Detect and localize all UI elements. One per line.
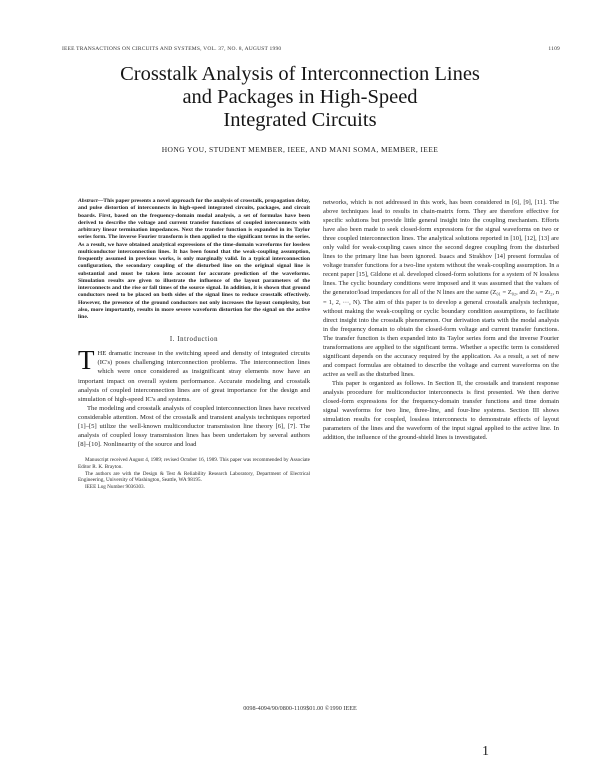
abstract-text: —This paper presents a novel approach for the analysis of crosstalk, propagation delay, and pulse distortion of interconnects in high-speed integrated circuits, packages, and circuit boards. First, based on the frequency-domain modal analysis, a set of formulas have been derived to describe the voltage and current transfer functions of coupled interconnects with arbitrary linear termination impedances. Next the transfer function is expanded in its Taylor series form. The inverse Fourier transform is then applied to the significant terms in the series. As a result, we have obtained analytical expressions of the time-domain waveforms for lossless multiconductor interconnection lines. It has been found that the weak-coupling assumption, frequently assumed in previous works, is only marginally valid. In a typical interconnection configuration, the secondary coupling of the disturbed line on the original signal line is substantial and must be taken into account for accurate prediction of the waveforms. Simulation results are given to illustrate the influence of the layout parameters of the interconnects and the rise or fall times of the source signal. In addition, it is shown that ground conductors need to be placed on both sides of the signal lines to reduce crosstalk effectively. However, the presence of the ground conductors not only increases the layout complexity, but also, more importantly, results in more severe waveform distortion for the signal on the active line. bbox=[78, 198, 310, 320]
title-line: and Packages in High-Speed bbox=[182, 86, 418, 108]
left-column bbox=[78, 198, 310, 490]
abstract-label: Abstract bbox=[78, 198, 98, 204]
paper-title bbox=[0, 63, 600, 132]
copyright-footer: 0098-4094/90/0800-1109$01.00 ©1990 IEEE bbox=[243, 705, 357, 712]
journal-citation: IEEE TRANSACTIONS ON CIRCUITS AND SYSTEMS, VOL. 37, NO. 8, AUGUST 1990 bbox=[62, 46, 282, 52]
title-line: Crosstalk Analysis of Interconnection Lines bbox=[120, 63, 480, 85]
title-line: Integrated Circuits bbox=[223, 109, 377, 131]
introduction-body bbox=[78, 345, 310, 449]
intro-paragraph: The modeling and crosstalk analysis of coupled interconnection lines have received considerable attention. Most of the crosstalk and transient analysis techniques reported [1]–[5] utilize the well-known multiconductor transmission line theory [6], [7]. The analysis of coupled lossy transmission lines has been undertaken by several authors [8]–[10]. Nonlinearity of the source and load bbox=[78, 404, 310, 449]
body-paragraph: networks, which is not addressed in this work, has been considered in [6], [9], [11]. The above techniques lead to results in chain-matrix form. They are therefore effective for specific solutions but provide little general insight into the coupling mechanism. Efforts have also been made to seek closed-form expressions for the signal waveforms on two or three coupled interconnection lines. The analytical solutions reported in [10], [12], [13] are only valid for weak-coupling cases since the second degree coupling from the disturbed lines to the primary line has been ignored. Isaacs and Strakhov [14] present formulas of voltage transfer functions for a two-line system without the weak-coupling assumption. In a recent paper [15], Gildone et al. developed closed-form solutions for a system of N lossless lines. The cyclic boundary conditions were imposed and it was assumed that the values of the generator/load impedances for all of the N lines are the same (Z₀₁ = Z₀₂, and Zₗ₁ = Zₗ₂, n = 1, 2, ···, N). The aim of this paper is to develop a general crosstalk analysis technique, without making the weak-coupling or cyclic boundary condition assumptions, to facilitate direct insight into the crosstalk phenomenon. Our derivation starts with the modal analysis in the frequency domain to obtain the closed-form voltage and current transfer functions. The transfer function is then expanded into its Taylor series form and the inverse Fourier transformations are applied to the significant terms. Whether a specific term is considered significant depends on the accuracy required by the application. As a result, a set of new and compact formulas are obtained to describe the voltage and current waveforms on the active as well as the disturbed lines. bbox=[323, 199, 559, 378]
page-number: 1109 bbox=[548, 46, 560, 52]
intro-paragraph bbox=[78, 345, 310, 404]
author-line: HONG YOU, STUDENT MEMBER, IEEE, AND MANI SOMA, MEMBER, IEEE bbox=[161, 145, 439, 154]
section-heading-introduction: I. Introduction bbox=[169, 336, 219, 344]
corner-mark: 1 bbox=[482, 744, 489, 759]
body-paragraph: This paper is organized as follows. In Section II, the crosstalk and transient response analysis procedure for multiconductor interconnects is first presented. We then derive closed-form expressions for the frequency-domain transfer functions and time domain signal waveforms for two line, three-line, and four-line systems. Section III shows simulation results for coupled, lossless interconnects to demonstrate effects of layout parameters of the lines and the waveform of the input signal applied to the active line. In addition, the influence of the ground-shield lines is investigated. bbox=[323, 379, 559, 442]
abstract bbox=[78, 198, 310, 321]
right-column bbox=[323, 198, 559, 442]
footnote-affiliation: The authors are with the Design & Test & Reliability Research Laboratory, Department of Electrical Engineering, University of Washington, Seattle, WA 98195. bbox=[78, 470, 310, 484]
footnote-received: Manuscript received August 4, 1989; revised October 16, 1989. This paper was recommended by Associate Editor R. K. Brayton. bbox=[78, 457, 310, 470]
intro-paragraph-text: HE dramatic increase in the switching speed and density of integrated circuits (IC's) poses challenging interconnection problems. The interconnection lines which were once considered as insignificant stray elements now have an important impact on overall system performance. Accurate modeling and crosstalk analysis of coupled interconnection lines are of great importance for the design and simulation of high-speed IC's and systems. bbox=[78, 350, 310, 403]
footnote-log-number: IEEE Log Number 9036303. bbox=[85, 483, 145, 490]
footnote bbox=[78, 457, 310, 490]
running-head bbox=[62, 46, 560, 52]
drop-cap: T bbox=[78, 345, 95, 376]
